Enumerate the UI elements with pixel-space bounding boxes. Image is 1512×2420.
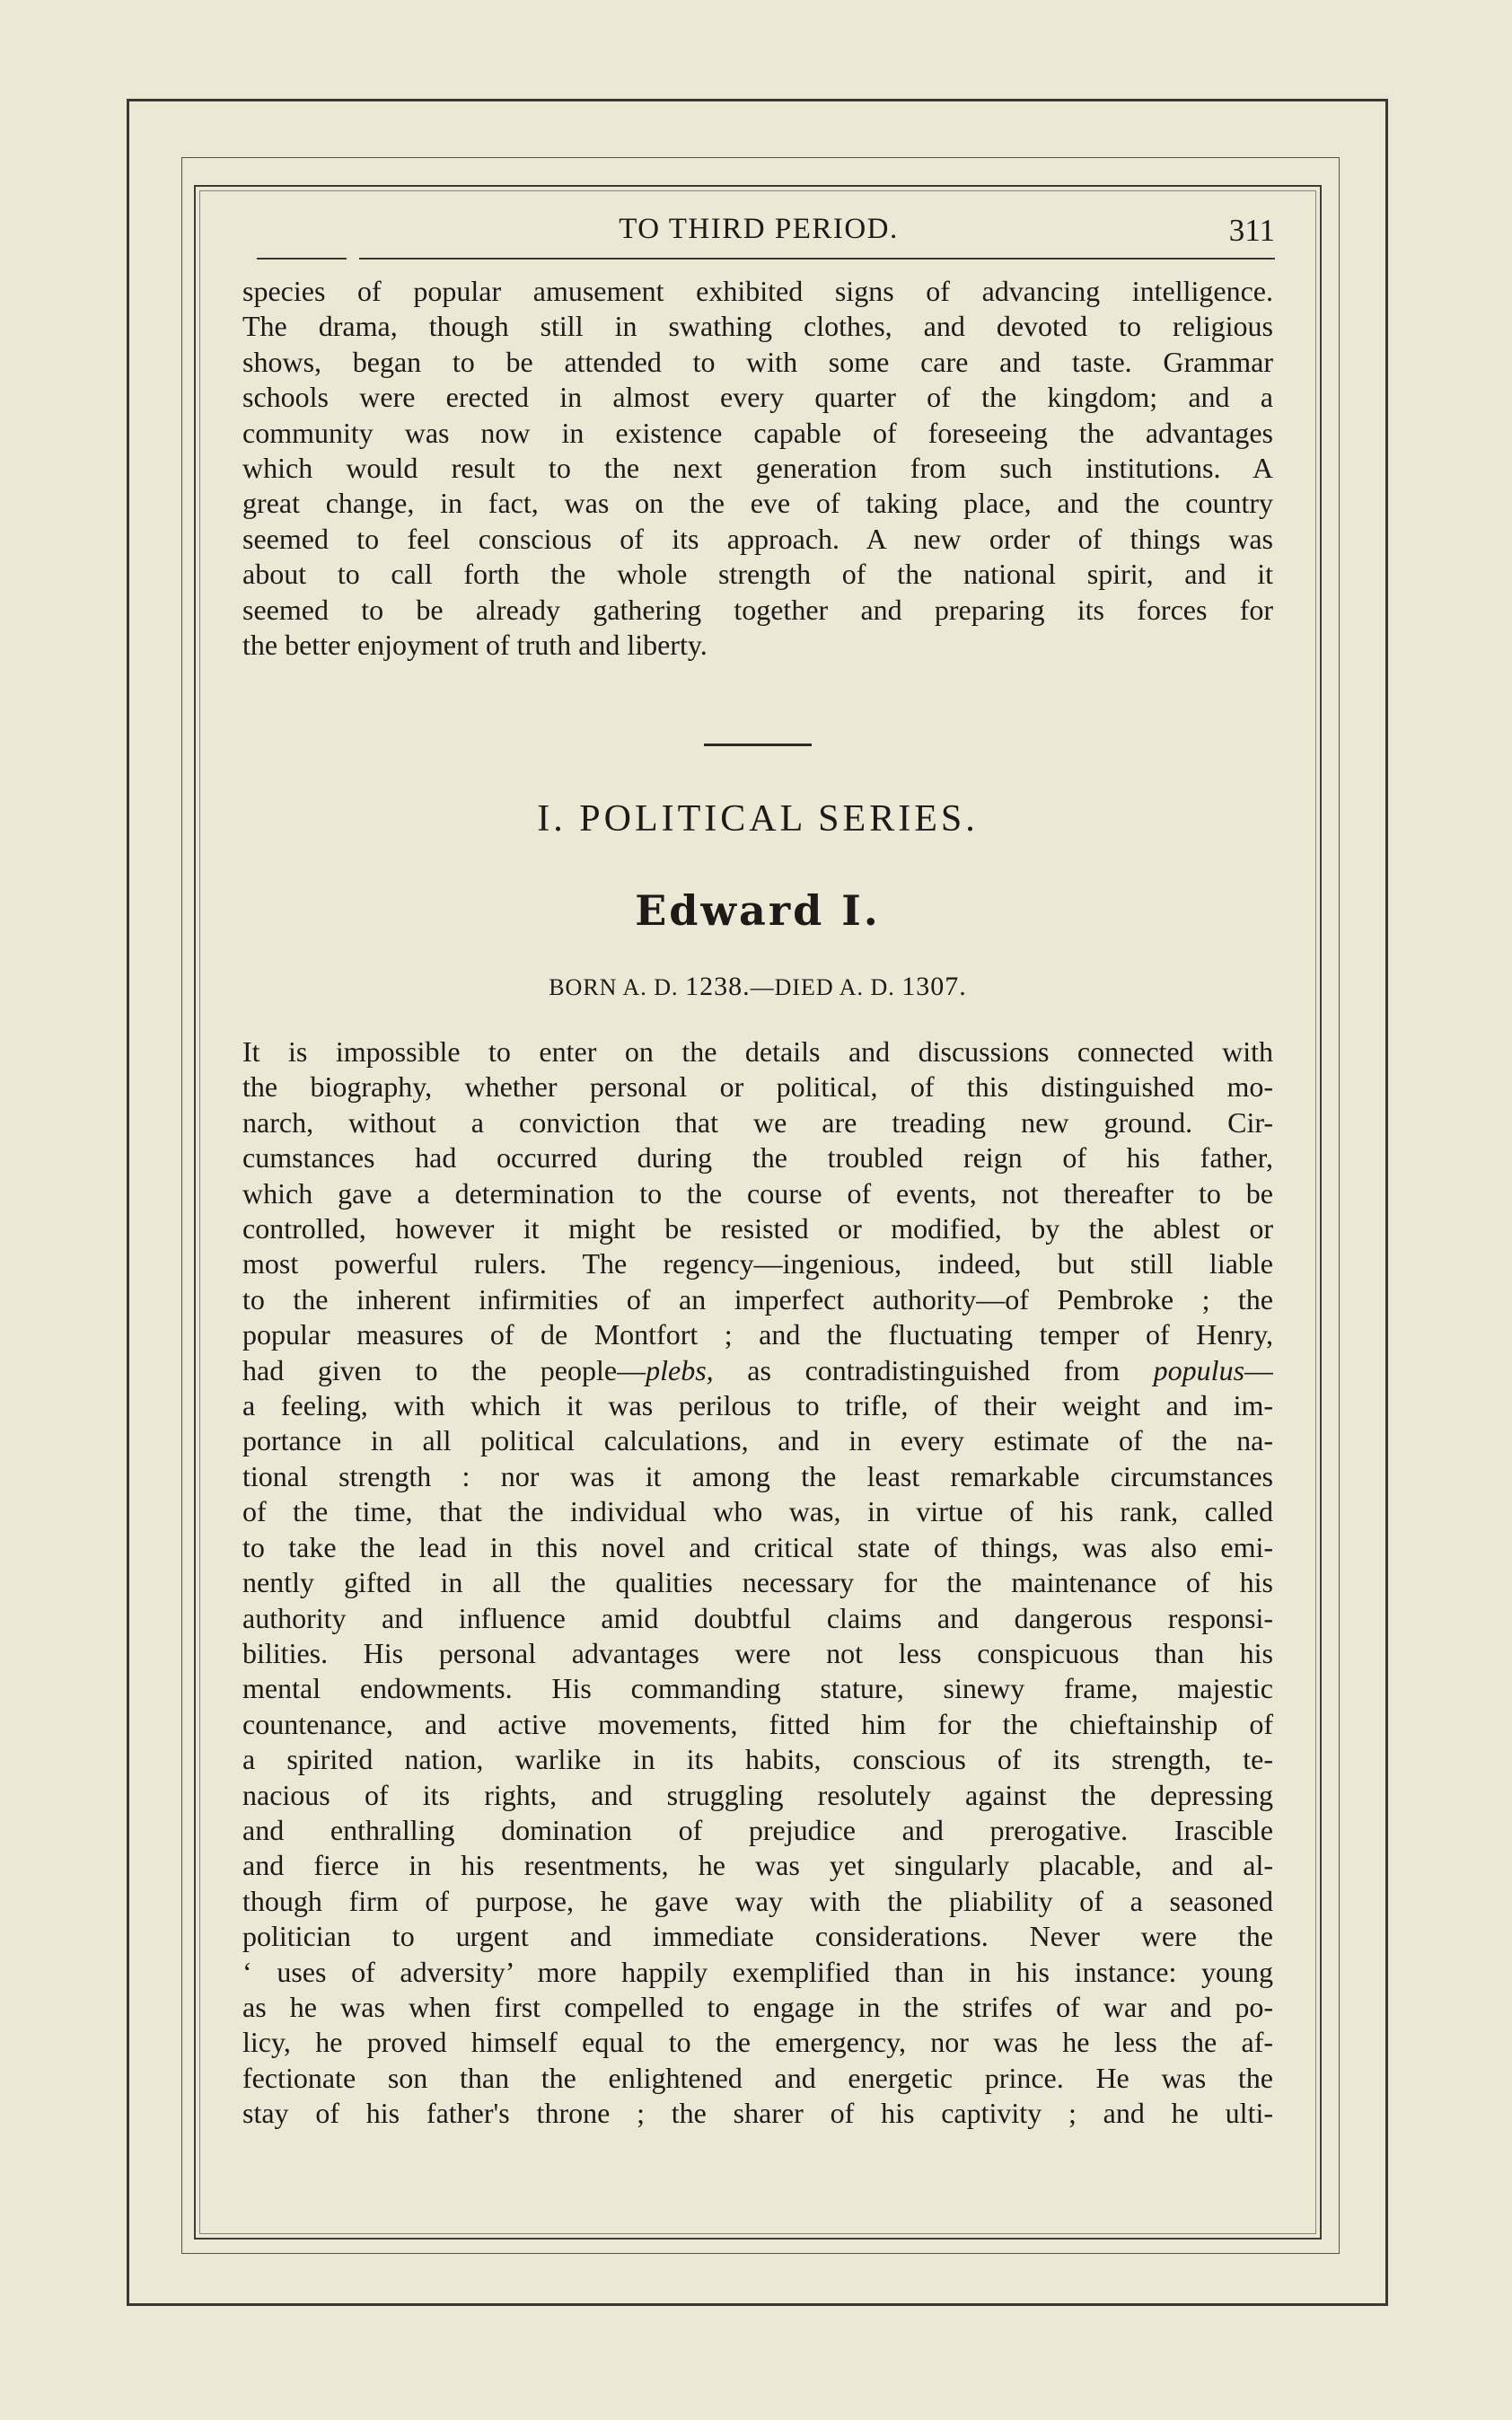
text-line: as he was when first compelled to engage in the strifes of war and po- <box>242 1990 1273 2023</box>
text-line: mental endowments. His commanding stature, sinewy frame, majestic <box>242 1672 1273 1705</box>
text-line: of the time, that the individual who was, in virtue of his rank, called <box>242 1495 1273 1528</box>
text-line: fectionate son than the enlightened and energetic prince. He was the <box>242 2061 1273 2094</box>
text-line: cumstances had occurred during the troubled reign of his father, <box>242 1141 1273 1175</box>
born-year: 1238. <box>685 972 751 1001</box>
text-line: most powerful rulers. The regency—ingenious, indeed, but still liable <box>242 1247 1273 1280</box>
text-line: politician to urgent and immediate considerations. Never were the <box>242 1920 1273 1953</box>
text-line: nacious of its rights, and struggling resolutely against the depressing <box>242 1778 1273 1811</box>
opening-paragraph <box>242 274 1273 663</box>
text-line: which would result to the next generation from such institutions. A <box>242 452 1273 485</box>
text-line: a feeling, with which it was perilous to trifle, of their weight and im- <box>242 1389 1273 1422</box>
text-line: bilities. His personal advantages were not less conspicuous than his <box>242 1636 1273 1669</box>
text-line: great change, in fact, was on the eve of taking place, and the country <box>242 487 1273 520</box>
text-line: to the inherent infirmities of an imperfect authority—of Pembroke ; the <box>242 1282 1273 1316</box>
text-line: a spirited nation, warlike in its habits, conscious of its strength, te- <box>242 1743 1273 1776</box>
text-line: narch, without a conviction that we are treading new ground. Cir- <box>242 1105 1273 1139</box>
died-label: —DIED A. D. <box>750 974 895 1000</box>
text-line: seemed to be already gathering together and preparing its forces for <box>242 593 1273 626</box>
text-line: the biography, whether personal or political, of this distinguished mo- <box>242 1070 1273 1104</box>
running-title: TO THIRD PERIOD. <box>619 213 899 245</box>
text-line: authority and influence amid doubtful claims and dangerous responsi- <box>242 1601 1273 1634</box>
text-line: about to call forth the whole strength of the national spirit, and it <box>242 558 1273 591</box>
text-line: The drama, though still in swathing clothes, and devoted to religious <box>242 310 1273 343</box>
text-line: licy, he proved himself equal to the emergency, nor was he less the af- <box>242 2026 1273 2059</box>
birth-death-dates <box>242 972 1273 1002</box>
text-line <box>242 1353 1273 1388</box>
text-line: portance in all political calculations, and in every estimate of the na- <box>242 1424 1273 1457</box>
text-line: stay of his father's throne ; the sharer of his captivity ; and he ulti- <box>242 2097 1273 2130</box>
text-line <box>242 1034 1273 1069</box>
text-line: schools were erected in almost every quarter of the kingdom; and a <box>242 381 1273 414</box>
subject-name: Edward I. <box>635 886 881 935</box>
text-line: which gave a determination to the course of events, not thereafter to be <box>242 1176 1273 1210</box>
text-line: and fierce in his resentments, he was yet singularly placable, and al- <box>242 1849 1273 1882</box>
text-line: community was now in existence capable of foreseeing the advantages <box>242 416 1273 449</box>
text-line: countenance, and active movements, fitted him for the chieftainship of <box>242 1707 1273 1740</box>
text-line: popular measures of de Montfort ; and the fluctuating temper of Henry, <box>242 1318 1273 1351</box>
line-text: is impossible to enter on the details and discussions connected with <box>259 1035 1273 1068</box>
line-text: had given to the people— <box>242 1353 646 1386</box>
text-line: and enthralling domination of prejudice and prerogative. Irascible <box>242 1813 1273 1846</box>
italic-word-plebs: plebs, <box>646 1353 714 1386</box>
section-heading: I. POLITICAL SERIES. <box>537 798 979 840</box>
text-line: tional strength : nor was it among the least remarkable circumstances <box>242 1459 1273 1492</box>
text-line: ‘ uses of adversity’ more happily exemplified than in his instance: young <box>242 1955 1273 1988</box>
biography-paragraph <box>242 1034 1273 2132</box>
text-line: species of popular amusement exhibited signs of advancing intelligence. <box>242 275 1273 307</box>
page-number: 311 <box>1228 213 1275 248</box>
text-line: though firm of purpose, he gave way with the pliability of a seasoned <box>242 1884 1273 1917</box>
head-rule-left <box>257 258 347 260</box>
text-line: seemed to feel conscious of its approach. A new order of things was <box>242 522 1273 555</box>
text-line: the better enjoyment of truth and liberty. <box>242 629 708 662</box>
initial-word: It <box>242 1035 260 1068</box>
running-head <box>242 209 1275 254</box>
line-text: — <box>1244 1353 1273 1386</box>
text-line: controlled, however it might be resisted or modified, by the ablest or <box>242 1212 1273 1245</box>
section-divider <box>704 744 812 746</box>
head-rule-right <box>359 258 1275 260</box>
text-line: nently gifted in all the qualities necessary for the maintenance of his <box>242 1566 1273 1599</box>
line-text: as contradistinguished from <box>713 1353 1154 1386</box>
text-line: to take the lead in this novel and critical state of things, was also emi- <box>242 1530 1273 1563</box>
text-line: shows, began to be attended to with some care and taste. Grammar <box>242 345 1273 378</box>
born-label: BORN A. D. <box>549 974 679 1000</box>
italic-word-populus: populus <box>1153 1353 1245 1386</box>
died-year: 1307. <box>901 972 967 1001</box>
